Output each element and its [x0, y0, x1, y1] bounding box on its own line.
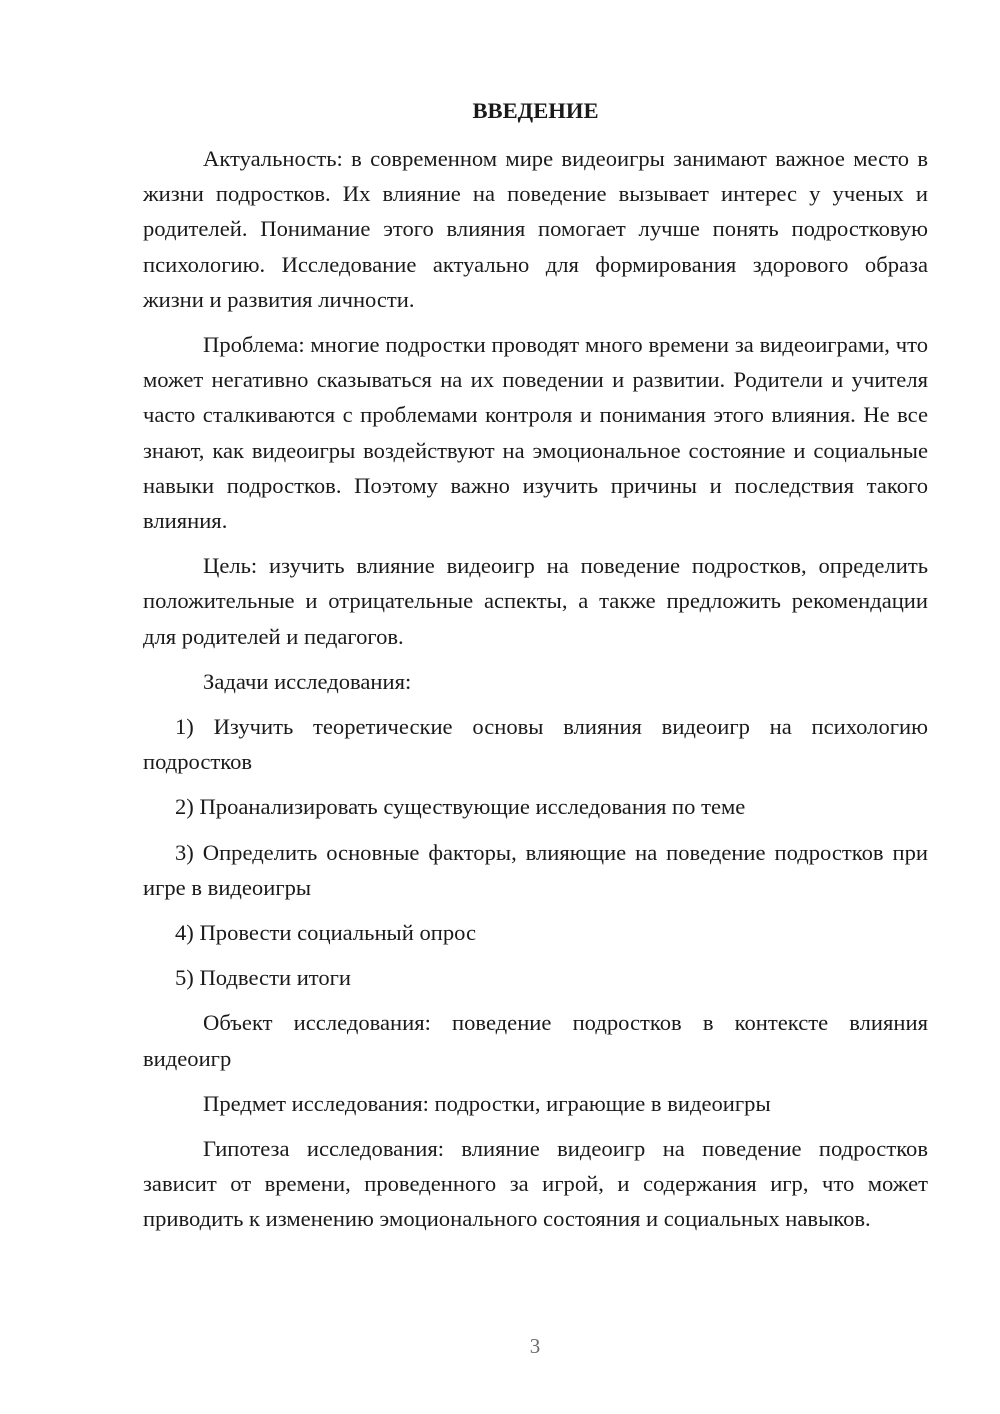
subject-paragraph: Предмет исследования: подростки, играющие в видеоигры	[203, 1090, 771, 1116]
relevance-paragraph: Актуальность: в современном мире видеоигры занимают важное место в жизни подростков. Их влияние на поведение вызывает интерес у ученых и родителей. Понимание этого влияния помогает лучше понять подростковую психологию. Исследование актуально для формирования здорового образа жизни и развития личности.	[143, 146, 928, 312]
task-item-2: 2) Проанализировать существующие исследования по теме	[175, 794, 746, 820]
task-item-5: 5) Подвести итоги	[175, 965, 352, 991]
task-item-1: 1) Изучить теоретические основы влияния видеоигр на психологию подростков	[143, 714, 928, 775]
task-item-3: 3) Определить основные факторы, влияющие на поведение подростков при игре в видеоигры	[143, 839, 928, 900]
page-number: 3	[529, 1334, 541, 1358]
page-content	[143, 93, 928, 1237]
problem-paragraph: Проблема: многие подростки проводят много времени за видеоиграми, что может негативно сказываться на их поведении и развитии. Родители и учителя часто сталкиваются с проблемами контроля и понимания этого влияния. Не все знают, как видеоигры воздействуют на эмоциональное состояние и социальные навыки подростков. Поэтому важно изучить причины и последствия такого влияния.	[143, 332, 928, 534]
tasks-heading: Задачи исследования:	[203, 668, 412, 694]
task-item-4: 4) Провести социальный опрос	[175, 920, 477, 946]
goal-paragraph: Цель: изучить влияние видеоигр на поведение подростков, определить положительные и отрицательные аспекты, а также предложить рекомендации для родителей и педагогов.	[143, 553, 928, 649]
hypothesis-paragraph: Гипотеза исследования: влияние видеоигр на поведение подростков зависит от времени, проведенного за игрой, и содержания игр, что может приводить к изменению эмоционального состояния и социальных навыков.	[143, 1136, 928, 1232]
section-title: ВВЕДЕНИЕ	[472, 98, 599, 123]
object-paragraph: Объект исследования: поведение подростков в контексте влияния видеоигр	[143, 1010, 928, 1071]
